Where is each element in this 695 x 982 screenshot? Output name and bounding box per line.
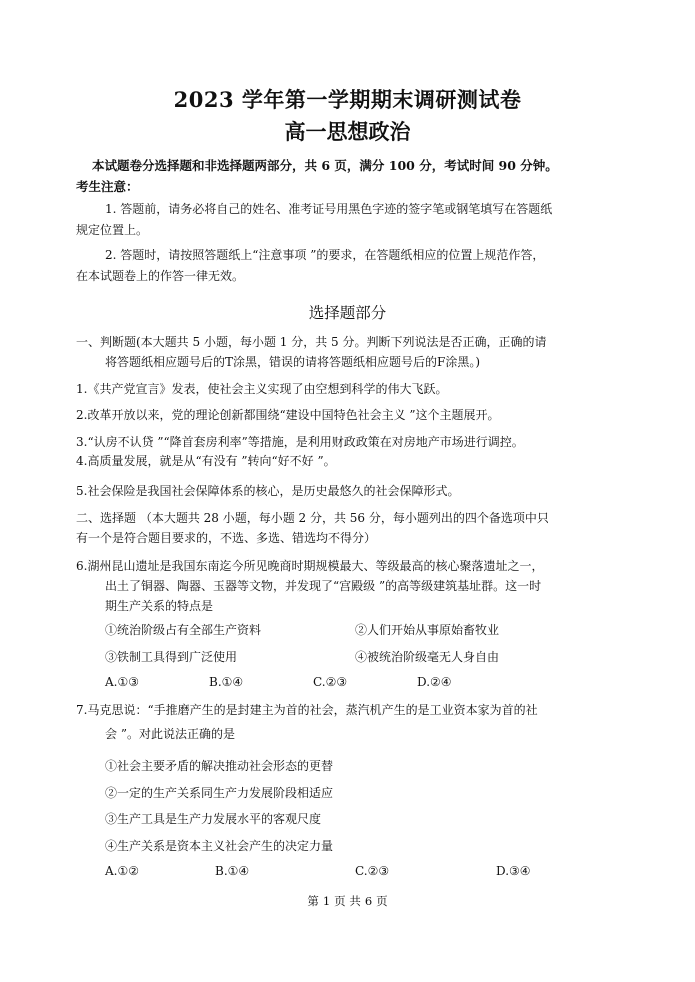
q7-option-b: B.①④: [215, 864, 250, 878]
page-number: 1: [322, 894, 331, 908]
q6-option-b: B.①④: [209, 675, 244, 689]
q6-statement-3: ③铁制工具得到广泛使用: [105, 650, 238, 664]
exam-subject: 高一思想政治: [284, 119, 411, 144]
judgement-item-5: 5.社会保险是我国社会保障体系的核心，是历史最悠久的社会保障形式。: [76, 484, 460, 498]
q7-statement-4: ④生产关系是资本主义社会产生的决定力量: [105, 839, 334, 853]
q7-statement-1: ①社会主要矛盾的解决推动社会形态的更替: [105, 759, 334, 773]
notice-item-1-line-1: 1. 答题前，请务必将自己的姓名、准考证号用黑色字迹的签字笔或钢笔填写在答题纸: [105, 202, 553, 216]
q6-stem-line-1: 6.湖州昆山遗址是我国东南迄今所见晚商时期规模最大、等级最高的核心聚落遗址之一，: [76, 559, 544, 573]
footer-label-b: 页 共: [334, 894, 361, 908]
q7-option-d: D.③④: [496, 864, 531, 878]
section-title: 选择题部分: [308, 304, 387, 322]
notice-item-2-line-2: 在本试题卷上的作答一律无效。: [76, 269, 245, 283]
q6-statement-1: ①统治阶级占有全部生产资料: [105, 623, 262, 637]
q6-stem-line-3: 期生产关系的特点是: [105, 599, 214, 613]
q6-statement-4: ④被统治阶级毫无人身自由: [355, 650, 500, 664]
notice-heading: 考生注意：: [76, 179, 139, 194]
q7-statement-3: ③生产工具是生产力发展水平的客观尺度: [105, 812, 322, 826]
q7-statement-2: ②一定的生产关系同生产力发展阶段相适应: [105, 786, 334, 800]
q7-stem-line-1: 7.马克思说：“手推磨产生的是封建主为首的社会，蒸汽机产生的是工业资本家为首的社: [76, 703, 538, 717]
page-total: 6: [364, 894, 373, 908]
part2-heading-line-1: 二、选择题 （本大题共 28 小题，每小题 2 分，共 56 分，每小题列出的四个备选项中只: [76, 511, 549, 525]
judgement-item-2: 2.改革开放以来，党的理论创新都围绕“建设中国特色社会主义 ”这个主题展开。: [76, 408, 500, 422]
q6-statement-2: ②人们开始从事原始畜牧业: [355, 623, 500, 637]
notice-item-2-line-1: 2. 答题时，请按照答题纸上“注意事项 ”的要求，在答题纸相应的位置上规范作答，: [105, 248, 545, 262]
q6-option-d: D.②④: [417, 675, 452, 689]
judgement-item-1: 1.《共产党宣言》发表，使社会主义实现了由空想到科学的伟大飞跃。: [76, 382, 448, 396]
part1-heading-line-2: 将答题纸相应题号后的T涂黑，错误的请将答题纸相应题号后的F涂黑。): [105, 355, 481, 369]
part1-heading-line-1: 一、判断题(本大题共 5 小题，每小题 1 分，共 5 分。判断下列说法是否正确，正确的请: [76, 335, 547, 349]
q6-stem-line-2: 出土了铜器、陶器、玉器等文物，并发现了“宫殿级 ”的高等级建筑基址群。这一时: [105, 579, 542, 593]
q7-option-c: C.②③: [355, 864, 390, 878]
footer-label-c: 页: [376, 894, 388, 908]
judgement-item-4: 4.高质量发展，就是从“有没有 ”转向“好不好 ”。: [76, 454, 336, 468]
q7-option-a: A.①②: [105, 864, 139, 878]
q6-option-c: C.②③: [313, 675, 348, 689]
notice-item-1-line-2: 规定位置上。: [76, 223, 149, 237]
q6-option-a: A.①③: [105, 675, 139, 689]
page-footer: [0, 893, 695, 909]
footer-label-a: 第: [307, 894, 319, 908]
part2-heading-line-2: 有一个是符合题目要求的，不选、多选、错选均不得分）: [76, 531, 377, 545]
q7-stem-line-2: 会 ”。对此说法正确的是: [105, 727, 235, 741]
judgement-item-3: 3.“认房不认贷 ”“降首套房利率”等措施，是利用财政政策在对房地产市场进行调控。: [76, 435, 524, 449]
exam-title: 2023 学年第一学期期末调研测试卷: [173, 87, 522, 112]
exam-intro: 本试题卷分选择题和非选择题两部分，共 6 页，满分 100 分，考试时间 90 分钟。: [92, 158, 558, 173]
